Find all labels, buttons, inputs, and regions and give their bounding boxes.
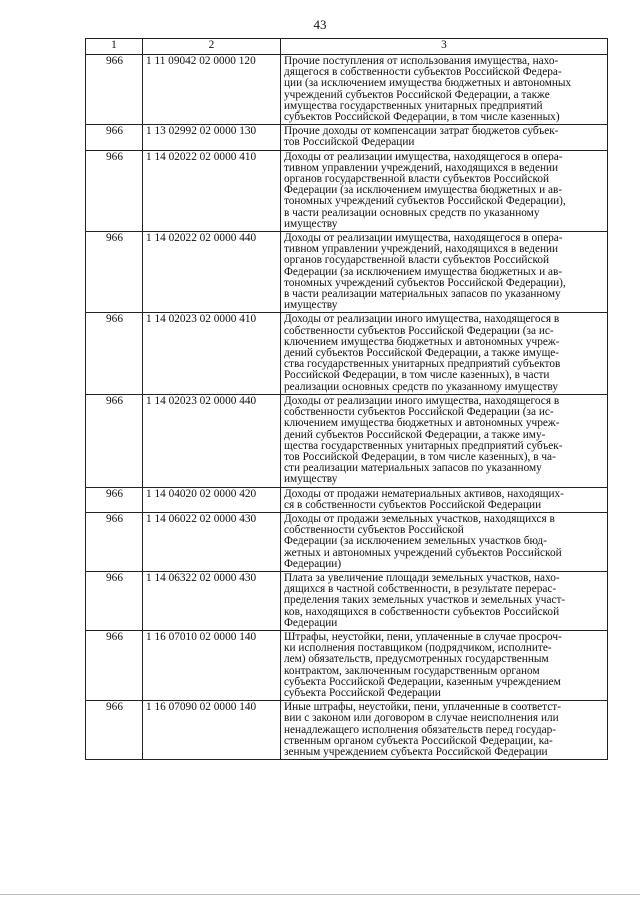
revenue-name-line: жетных и автономных учреждений субъектов Российской (284, 546, 562, 559)
revenue-name-line: в части реализации основных средств по указанному (284, 206, 540, 219)
table-row (86, 630, 608, 700)
revenue-name-line: тов Российской Федерации, в том числе казенных), в ча- (284, 450, 556, 463)
revenue-name-cell (281, 125, 608, 150)
admin-code-cell: 966 (86, 55, 143, 125)
revenue-name-line: Федерации (за исключением имущества бюджетных и ав- (284, 184, 563, 197)
revenue-name-line: учреждений субъектов Российской Федерации, а также (284, 88, 550, 101)
column-header-1: 1 (86, 39, 143, 55)
revenue-name-line: имущества государственных унитарных предприятий (284, 99, 543, 112)
revenue-name-line: Плата за увеличение площади земельных участков, нахо- (284, 571, 560, 584)
revenue-name-line: зенным учреждением субъекта Российской Федерации (284, 745, 548, 758)
revenue-name-line: органов государственной власти субъектов Российской (284, 254, 550, 267)
revenue-name-line: Прочие доходы от компенсации затрат бюджетов субъек- (284, 125, 559, 138)
page-bottom-edge (0, 894, 640, 895)
admin-code-cell: 966 (86, 701, 143, 760)
revenue-name-line: ственным органом субъекта Российской Федерации, ка- (284, 734, 553, 747)
budget-classification-code-cell: 1 16 07090 02 0000 140 (143, 701, 281, 760)
revenue-name-cell (281, 232, 608, 313)
revenue-name-line: Прочие поступления от использования имущества, нахо- (284, 55, 559, 67)
revenue-codes-table (85, 38, 608, 760)
revenue-name-line: Доходы от продажи земельных участков, находящихся в (284, 512, 555, 525)
revenue-name-line: Доходы от реализации иного имущества, находящегося в (284, 313, 560, 326)
revenue-name-line: Доходы от реализации имущества, находящегося в опера- (284, 232, 563, 245)
admin-code-cell: 966 (86, 313, 143, 394)
revenue-name-cell (281, 150, 608, 231)
revenue-name-line: ки исполнения поставщиком (подрядчиком, исполните- (284, 642, 552, 655)
revenue-name-line: Иные штрафы, неустойки, пени, уплаченные в соответст- (284, 701, 561, 714)
revenue-name-cell (281, 313, 608, 394)
revenue-name-line: ции (за исключением имущества бюджетных и автономных (284, 77, 572, 90)
table-header-row (86, 39, 608, 55)
revenue-name-line: Федерации) (284, 557, 342, 570)
revenue-name-line: Федерации (за исключением имущества бюджетных и ав- (284, 265, 563, 278)
revenue-name-line: щества государственных унитарных предприятий субъек- (284, 439, 563, 452)
revenue-name-line: дений субъектов Российской Федерации, а также иму- (284, 428, 546, 441)
revenue-name-cell (281, 701, 608, 760)
admin-code-cell: 966 (86, 487, 143, 512)
budget-classification-code-cell: 1 14 02022 02 0000 410 (143, 150, 281, 231)
revenue-name-line: тов Российской Федерации (284, 136, 415, 149)
table-row (86, 150, 608, 231)
table-row (86, 394, 608, 487)
revenue-name-line: контрактом, заключенным государственным органом (284, 664, 540, 677)
page-number: 43 (313, 17, 327, 32)
budget-classification-code-cell: 1 14 02023 02 0000 440 (143, 394, 281, 487)
revenue-name-cell (281, 55, 608, 125)
budget-classification-code-cell: 1 14 02023 02 0000 410 (143, 313, 281, 394)
revenue-name-line: имуществу (284, 473, 338, 486)
revenue-name-cell (281, 630, 608, 700)
table-row (86, 701, 608, 760)
revenue-name-line: собственности субъектов Российской Федерации (за ис- (284, 406, 554, 419)
table-row (86, 125, 608, 150)
revenue-name-line: дящихся в частной собственности, в результате перерас- (284, 583, 557, 596)
revenue-name-line: ков, находящихся в собственности субъектов Российской (284, 605, 560, 618)
revenue-name-line: Штрафы, неустойки, пени, уплаченные в случае просроч- (284, 630, 562, 643)
table-row (86, 512, 608, 571)
revenue-name-line: собственности субъектов Российской Федерации (за ис- (284, 324, 554, 337)
table-row (86, 571, 608, 630)
revenue-name-line: сти реализации материальных запасов по указанному (284, 462, 542, 475)
budget-classification-code-cell: 1 13 02992 02 0000 130 (143, 125, 281, 150)
revenue-name-line: Доходы от реализации имущества, находящегося в опера- (284, 150, 563, 163)
revenue-name-line: Федерации (за исключением земельных участков бюд- (284, 535, 547, 548)
table-row (86, 232, 608, 313)
revenue-name-line: Российской Федерации, в том числе казенных), в части (284, 369, 550, 382)
admin-code-cell: 966 (86, 630, 143, 700)
revenue-name-line: Доходы от реализации иного имущества, находящегося в (284, 394, 560, 407)
budget-classification-code-cell: 1 16 07010 02 0000 140 (143, 630, 281, 700)
revenue-name-line: собственности субъектов Российской (284, 524, 464, 537)
revenue-name-line: вии с законом или договором в случае неисполнения или (284, 712, 559, 725)
revenue-name-line: ненадлежащего исполнения обязательств перед государ- (284, 723, 557, 736)
revenue-name-line: тономных учреждений субъектов Российской Федерации), (284, 195, 566, 208)
admin-code-cell: 966 (86, 150, 143, 231)
revenue-name-line: тивном управлении учреждений, находящихся в ведении (284, 161, 559, 174)
table-row (86, 55, 608, 125)
budget-classification-code-cell: 1 14 04020 02 0000 420 (143, 487, 281, 512)
admin-code-cell: 966 (86, 571, 143, 630)
revenue-name-line: органов государственной власти субъектов Российской (284, 173, 550, 186)
admin-code-cell: 966 (86, 125, 143, 150)
revenue-name-line: тономных учреждений субъектов Российской Федерации), (284, 276, 566, 289)
revenue-name-line: тивном управлении учреждений, находящихся в ведении (284, 243, 559, 256)
table-body (86, 55, 608, 760)
revenue-name-cell (281, 394, 608, 487)
table-row (86, 313, 608, 394)
revenue-name-line: субъекта Российской Федерации, казенным учреждением (284, 675, 561, 688)
budget-classification-code-cell: 1 14 06322 02 0000 430 (143, 571, 281, 630)
admin-code-cell: 966 (86, 394, 143, 487)
revenue-name-line: ключением имущества бюджетных и автономных учреж- (284, 335, 560, 348)
revenue-name-line: Федерации (284, 616, 338, 629)
revenue-name-line: дений субъектов Российской Федерации, а также имуще- (284, 347, 560, 360)
revenue-name-line: дящегося в собственности субъектов Российской Федера- (284, 66, 562, 79)
admin-code-cell: 966 (86, 512, 143, 571)
revenue-name-line: субъектов Российской Федерации, в том числе казенных) (284, 111, 560, 124)
revenue-name-cell (281, 487, 608, 512)
table-row (86, 487, 608, 512)
revenue-name-line: Доходы от продажи нематериальных активов, находящих- (284, 487, 564, 500)
budget-classification-code-cell: 1 14 06022 02 0000 430 (143, 512, 281, 571)
revenue-name-line: ключением имущества бюджетных и автономных учреж- (284, 417, 560, 430)
revenue-name-line: лем) обязательств, предусмотренных государственным (284, 653, 549, 666)
revenue-name-line: пределения таких земельных участков и земельных участ- (284, 594, 566, 607)
revenue-name-line: в части реализации материальных запасов по указанному (284, 288, 561, 301)
revenue-name-cell (281, 571, 608, 630)
revenue-name-line: реализации основных средств по указанному имуществу (284, 380, 559, 393)
admin-code-cell: 966 (86, 232, 143, 313)
revenue-name-line: ства государственных унитарных предприятий субъектов (284, 358, 561, 371)
budget-classification-code-cell: 1 11 09042 02 0000 120 (143, 55, 281, 125)
revenue-name-line: имуществу (284, 217, 338, 230)
column-header-3: 3 (281, 39, 608, 55)
column-header-2: 2 (143, 39, 281, 55)
revenue-name-line: ся в собственности субъектов Российской Федерации (284, 498, 542, 511)
revenue-name-line: субъекта Российской Федерации (284, 686, 441, 699)
revenue-name-cell (281, 512, 608, 571)
revenue-name-line: имуществу (284, 299, 338, 312)
budget-classification-code-cell: 1 14 02022 02 0000 440 (143, 232, 281, 313)
